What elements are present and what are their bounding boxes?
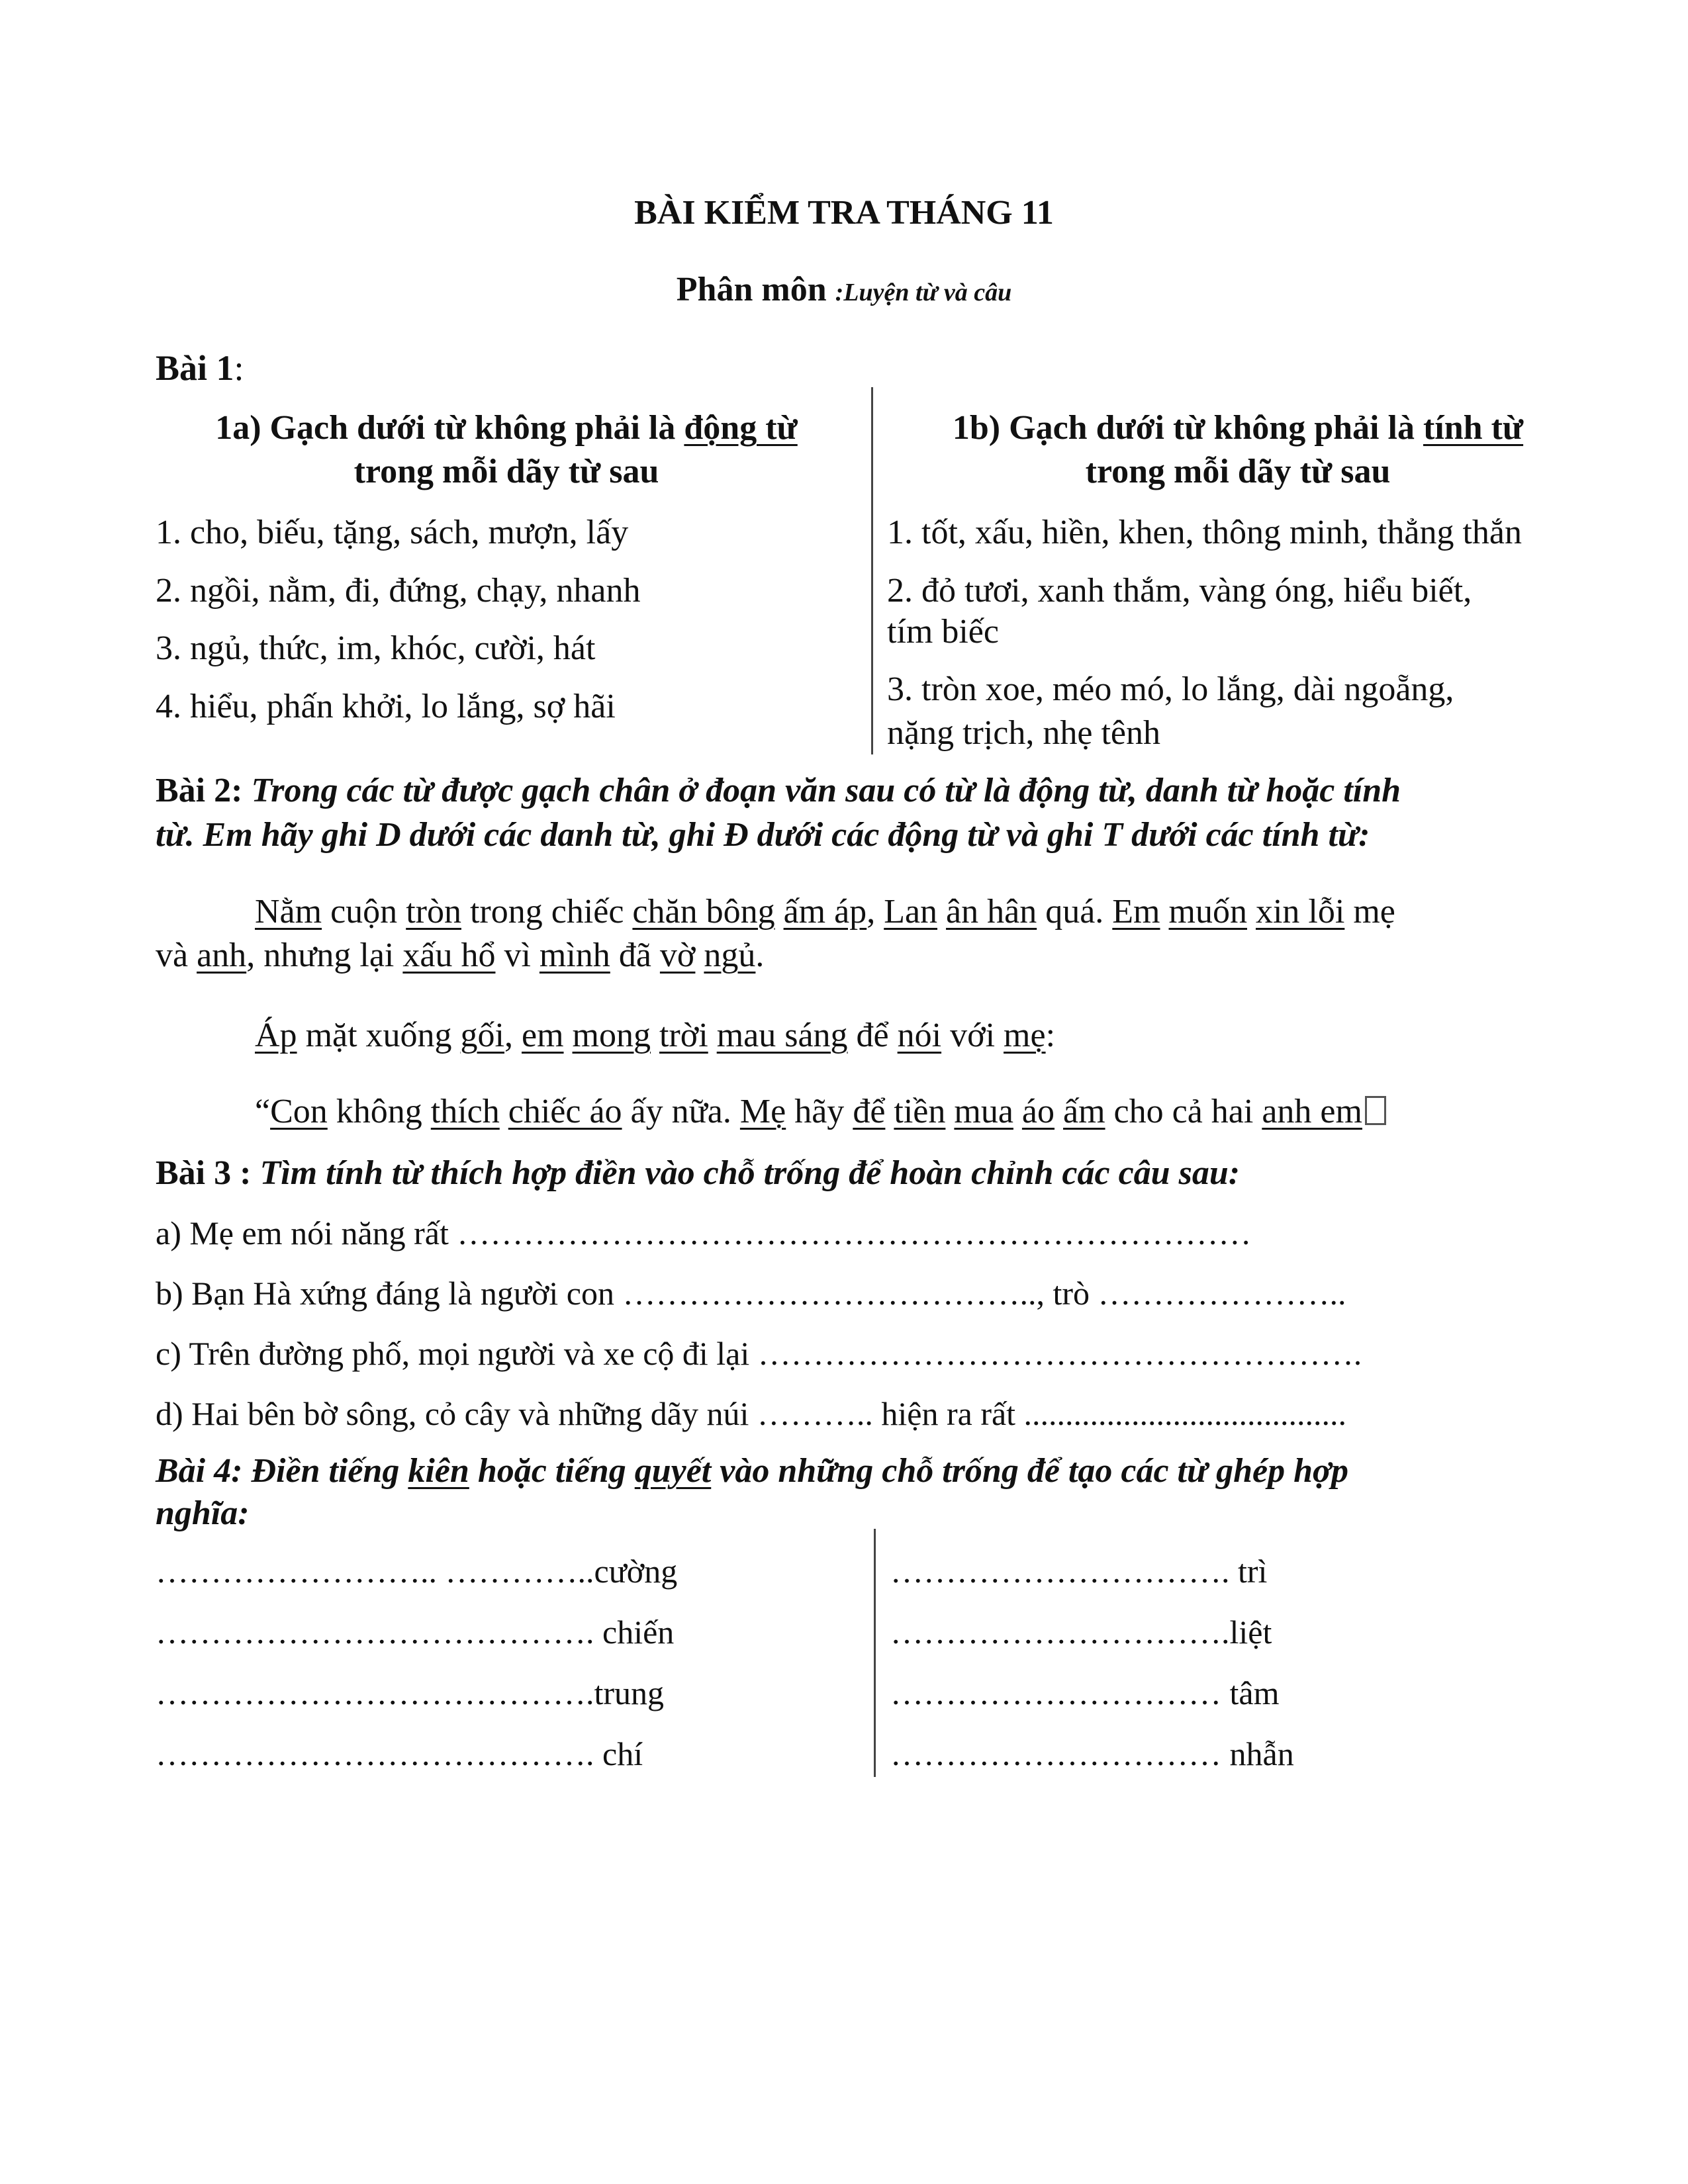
underlined-word: Em [1112, 893, 1160, 931]
bai3-instruction [156, 1154, 1240, 1193]
underlined-word: mua [954, 1093, 1013, 1130]
underlined-word: chăn bông [632, 893, 775, 931]
bai2-instruction-line2: từ. Em hãy ghi D dưới các danh từ, ghi Đ dưới các động từ và ghi T dưới các tính từ: [156, 816, 1370, 854]
bai4-instruction-line2: nghĩa: [156, 1494, 250, 1532]
subtitle-subject: :Luyện từ và câu [835, 279, 1012, 306]
bai4-instr-c: vào những chỗ trống để tạo các từ ghép hợp [711, 1452, 1348, 1490]
bai4-left-3: ………………………………….trung [156, 1674, 665, 1711]
underlined-word: Áp [255, 1017, 297, 1054]
underlined-word: Nằm [255, 893, 322, 931]
underlined-word: xấu hổ [402, 936, 496, 974]
underlined-word: để [853, 1093, 886, 1130]
underlined-word: xin lỗi [1255, 893, 1345, 931]
underlined-word: Con [270, 1093, 328, 1130]
underlined-word: tiền [894, 1093, 946, 1130]
bai1a-heading [156, 408, 857, 447]
bai1b-item-3: 3. tròn xoe, méo mó, lo lắng, dài ngoẵng, [887, 670, 1454, 708]
underlined-word: tròn [406, 893, 461, 931]
underlined-word: mau sáng [716, 1017, 848, 1054]
bai1a-item-1: 1. cho, biếu, tặng, sách, mượn, lấy [156, 514, 629, 551]
bai1-label-text: Bài 1 [156, 348, 234, 388]
bai3-line-a: a) Mẹ em nói năng rất ……………………………………………………………… [156, 1214, 1252, 1251]
bai4-column-divider [874, 1529, 876, 1777]
underlined-word: gối [460, 1017, 504, 1054]
bai1b-heading [887, 408, 1589, 447]
bai2-paragraph-3: “Con không thích chiếc áo ấy nữa. Mẹ hãy để tiền mua áo ấm cho cả hai anh em [255, 1092, 1386, 1131]
bai3-line-c: c) Trên đường phố, mọi người và xe cộ đi lại ………………………………………………. [156, 1335, 1362, 1372]
bai4-right-4: ………………………… nhẫn [890, 1735, 1294, 1772]
underlined-word: ngủ [704, 936, 756, 974]
bai4-right-3: ………………………… tâm [890, 1674, 1280, 1711]
bai2-label: Bài 2: [156, 772, 243, 809]
underlined-word: áo [1021, 1093, 1055, 1130]
underlined-word: ân hân [946, 893, 1037, 931]
bai1a-heading-key: động từ [684, 409, 798, 447]
underlined-word: thích [430, 1093, 500, 1130]
underlined-word: em [522, 1017, 564, 1054]
bai4-right-2: ………………………….liệt [890, 1614, 1272, 1651]
bai4-right-1: …………………………. trì [890, 1553, 1268, 1590]
bai4-left-1: …………………….. …………..cường [156, 1553, 678, 1590]
bai4-key-quyet: quyết [634, 1452, 712, 1490]
underlined-word: chiếc áo [508, 1093, 622, 1130]
underlined-word: trời [659, 1017, 708, 1054]
bai1a-item-4: 4. hiểu, phấn khởi, lo lắng, sợ hãi [156, 688, 616, 725]
bai2-instruction-line1 [156, 771, 1401, 810]
underlined-word: vờ [659, 936, 696, 974]
bai3-line-d: d) Hai bên bờ sông, cỏ cây và những dãy núi ……….. hiện ra rất ....................................... [156, 1395, 1347, 1432]
bai4-instr-a: Điền tiếng [251, 1452, 408, 1490]
bai1-column-divider [871, 387, 873, 754]
underlined-word: nói [897, 1017, 942, 1054]
bai2-paragraph-1-cont: và anh, nhưng lại xấu hổ vì mình đã vờ ngủ. [156, 936, 765, 974]
underlined-word: mình [539, 936, 610, 974]
bai1b-item-3-cont: nặng trịch, nhẹ tênh [887, 714, 1160, 752]
bai2-paragraph-2: Áp mặt xuống gối, em mong trời mau sáng để nói với mẹ: [255, 1017, 1056, 1054]
bai1a-item-2: 2. ngồi, nằm, đi, đứng, chạy, nhanh [156, 572, 641, 610]
underlined-word: Mẹ [739, 1093, 786, 1130]
bai3-instruction-text: Tìm tính từ thích hợp điền vào chỗ trống để hoàn chỉnh các câu sau: [259, 1154, 1241, 1192]
underlined-word: mẹ [1004, 1017, 1046, 1054]
bai4-left-4: …………………………………. chí [156, 1735, 643, 1772]
bai1b-item-2: 2. đỏ tươi, xanh thắm, vàng óng, hiểu biết, [887, 572, 1472, 610]
subtitle-prefix: Phân môn [676, 271, 835, 308]
underlined-word: anh em [1262, 1093, 1362, 1130]
bai4-left-2: …………………………………. chiến [156, 1614, 675, 1651]
bai1-colon: : [234, 348, 244, 388]
bai1b-heading-key: tính từ [1423, 409, 1524, 447]
bai1-label [156, 347, 244, 388]
underlined-word: Lan [884, 893, 938, 931]
bai1a-heading-line2: trong mỗi dãy từ sau [353, 453, 659, 490]
underlined-word: ấm [1063, 1093, 1105, 1130]
bai3-label: Bài 3 : [156, 1154, 252, 1192]
bai1a-heading-prefix: 1a) Gạch dưới từ không phải là [215, 409, 684, 447]
bai1b-item-1: 1. tốt, xấu, hiền, khen, thông minh, thẳng thắn [887, 514, 1522, 551]
bai1a-item-3: 3. ngủ, thức, im, khóc, cười, hát [156, 629, 596, 667]
bai1b-heading-prefix: 1b) Gạch dưới từ không phải là [952, 409, 1423, 447]
bai4-key-kien: kiên [408, 1452, 469, 1490]
bai1b-heading-line2: trong mỗi dãy từ sau [1085, 453, 1391, 490]
missing-glyph-box [1365, 1096, 1386, 1125]
page-title: BÀI KIỂM TRA THÁNG 11 [634, 194, 1054, 232]
bai2-paragraph-1: Nằm cuộn tròn trong chiếc chăn bông ấm áp, Lan ân hân quá. Em muốn xin lỗi mẹ [255, 893, 1395, 931]
bai2-instruction-text1: Trong các từ được gạch chân ở đoạn văn sau có từ là động từ, danh từ hoặc tính [251, 772, 1401, 809]
bai4-label: Bài 4: [156, 1452, 243, 1490]
underlined-word: muốn [1168, 893, 1247, 931]
bai1b-item-2-cont: tím biếc [887, 613, 999, 651]
bai4-instruction [156, 1451, 1348, 1490]
underlined-word: mong [572, 1017, 651, 1054]
bai3-line-b: b) Bạn Hà xứng đáng là người con ……………………………….., trò ………………….. [156, 1275, 1346, 1312]
subtitle [0, 270, 1688, 309]
underlined-word: ấm áp [783, 893, 867, 931]
bai4-instr-b: hoặc tiếng [469, 1452, 635, 1490]
underlined-word: anh [197, 936, 247, 974]
